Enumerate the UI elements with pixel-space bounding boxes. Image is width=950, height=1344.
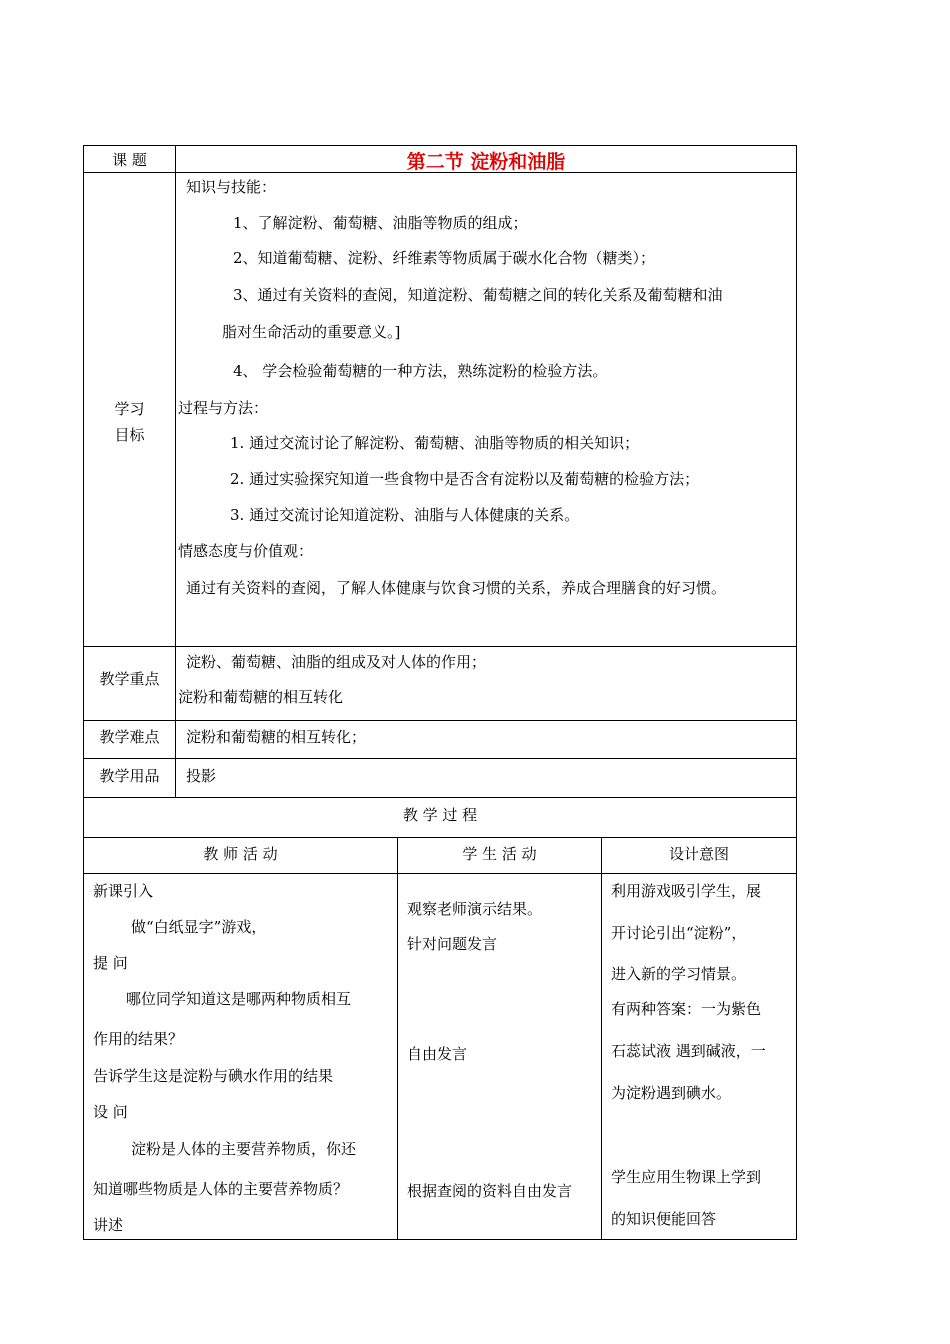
design-line: 利用游戏吸引学生，展 xyxy=(611,882,762,900)
teacher-line: 淀粉是人体的主要营养物质，你还 xyxy=(131,1140,357,1158)
knowledge-item-3-cont: 脂对生命活动的重要意义。] xyxy=(222,323,401,341)
emotion-text: 通过有关资料的查阅，了解人体健康与饮食习惯的关系，养成合理膳食的好习惯。 xyxy=(186,579,727,597)
teacher-line: 新课引入 xyxy=(93,882,154,900)
objectives-label-line1: 学习 xyxy=(114,400,145,418)
student-line: 根据查阅的资料自由发言 xyxy=(407,1182,573,1200)
emotion-heading: 情感态度与价值观： xyxy=(178,542,314,560)
teacher-line: 提 问 xyxy=(93,954,128,972)
design-line: 为淀粉遇到碘水。 xyxy=(611,1084,732,1102)
teacher-line: 设 问 xyxy=(93,1103,128,1121)
student-line: 自由发言 xyxy=(407,1045,468,1063)
knowledge-item-1: 1、了解淀粉、葡萄糖、油脂等物质的组成； xyxy=(233,214,528,232)
knowledge-item-3: 3、通过有关资料的查阅，知道淀粉、葡萄糖之间的转化关系及葡萄糖和油 xyxy=(233,286,723,304)
knowledge-item-4: 4、 学会检验葡萄糖的一种方法，熟练淀粉的检验方法。 xyxy=(233,362,608,380)
design-line: 的知识便能回答 xyxy=(611,1210,717,1228)
knowledge-item-2: 2、知道葡萄糖、淀粉、纤维素等物质属于碳水化合物（糖类）； xyxy=(233,249,656,267)
teacher-line: 哪位同学知道这是哪两种物质相互 xyxy=(126,990,352,1008)
col-design-header: 设计意图 xyxy=(668,845,729,863)
design-line: 有两种答案：一为紫色 xyxy=(611,1000,762,1018)
student-line: 观察老师演示结果。 xyxy=(407,900,543,918)
teacher-line: 做“白纸显字”游戏， xyxy=(131,918,267,936)
key-points-line2: 淀粉和葡萄糖的相互转化 xyxy=(178,688,344,706)
teacher-line: 知道哪些物质是人体的主要营养物质？ xyxy=(93,1180,349,1198)
design-line: 石蕊试液 遇到碱液，一 xyxy=(611,1042,766,1060)
topic-label: 课 题 xyxy=(112,151,147,169)
process-item-1: 1. 通过交流讨论了解淀粉、葡萄糖、油脂等物质的相关知识； xyxy=(230,434,640,452)
design-line: 开讨论引出“淀粉”， xyxy=(611,924,747,942)
design-line: 进入新的学习情景。 xyxy=(611,965,747,983)
teacher-line: 作用的结果？ xyxy=(93,1030,184,1048)
design-line: 学生应用生物课上学到 xyxy=(611,1168,762,1186)
knowledge-heading: 知识与技能： xyxy=(186,178,277,196)
process-title: 教 学 过 程 xyxy=(402,806,478,824)
lesson-title: 第二节 淀粉和油脂 xyxy=(406,151,566,173)
teacher-line: 讲述 xyxy=(93,1216,124,1234)
process-item-2: 2. 通过实验探究知道一些食物中是否含有淀粉以及葡萄糖的检验方法； xyxy=(230,470,700,488)
difficulty-label: 教学难点 xyxy=(99,728,160,746)
materials-label: 教学用品 xyxy=(99,767,160,785)
key-points-line1: 淀粉、葡萄糖、油脂的组成及对人体的作用； xyxy=(186,653,487,671)
materials-text: 投影 xyxy=(186,767,217,785)
key-points-label: 教学重点 xyxy=(99,670,160,688)
teacher-line: 告诉学生这是淀粉与碘水作用的结果 xyxy=(93,1067,334,1085)
student-line: 针对问题发言 xyxy=(407,935,498,953)
col-teacher-header: 教 师 活 动 xyxy=(203,845,278,863)
col-student-header: 学 生 活 动 xyxy=(462,845,537,863)
objectives-label-line2: 目标 xyxy=(114,426,145,444)
process-item-3: 3. 通过交流讨论知道淀粉、油脂与人体健康的关系。 xyxy=(230,506,580,524)
difficulty-text: 淀粉和葡萄糖的相互转化； xyxy=(186,728,367,746)
process-heading: 过程与方法： xyxy=(178,399,269,417)
